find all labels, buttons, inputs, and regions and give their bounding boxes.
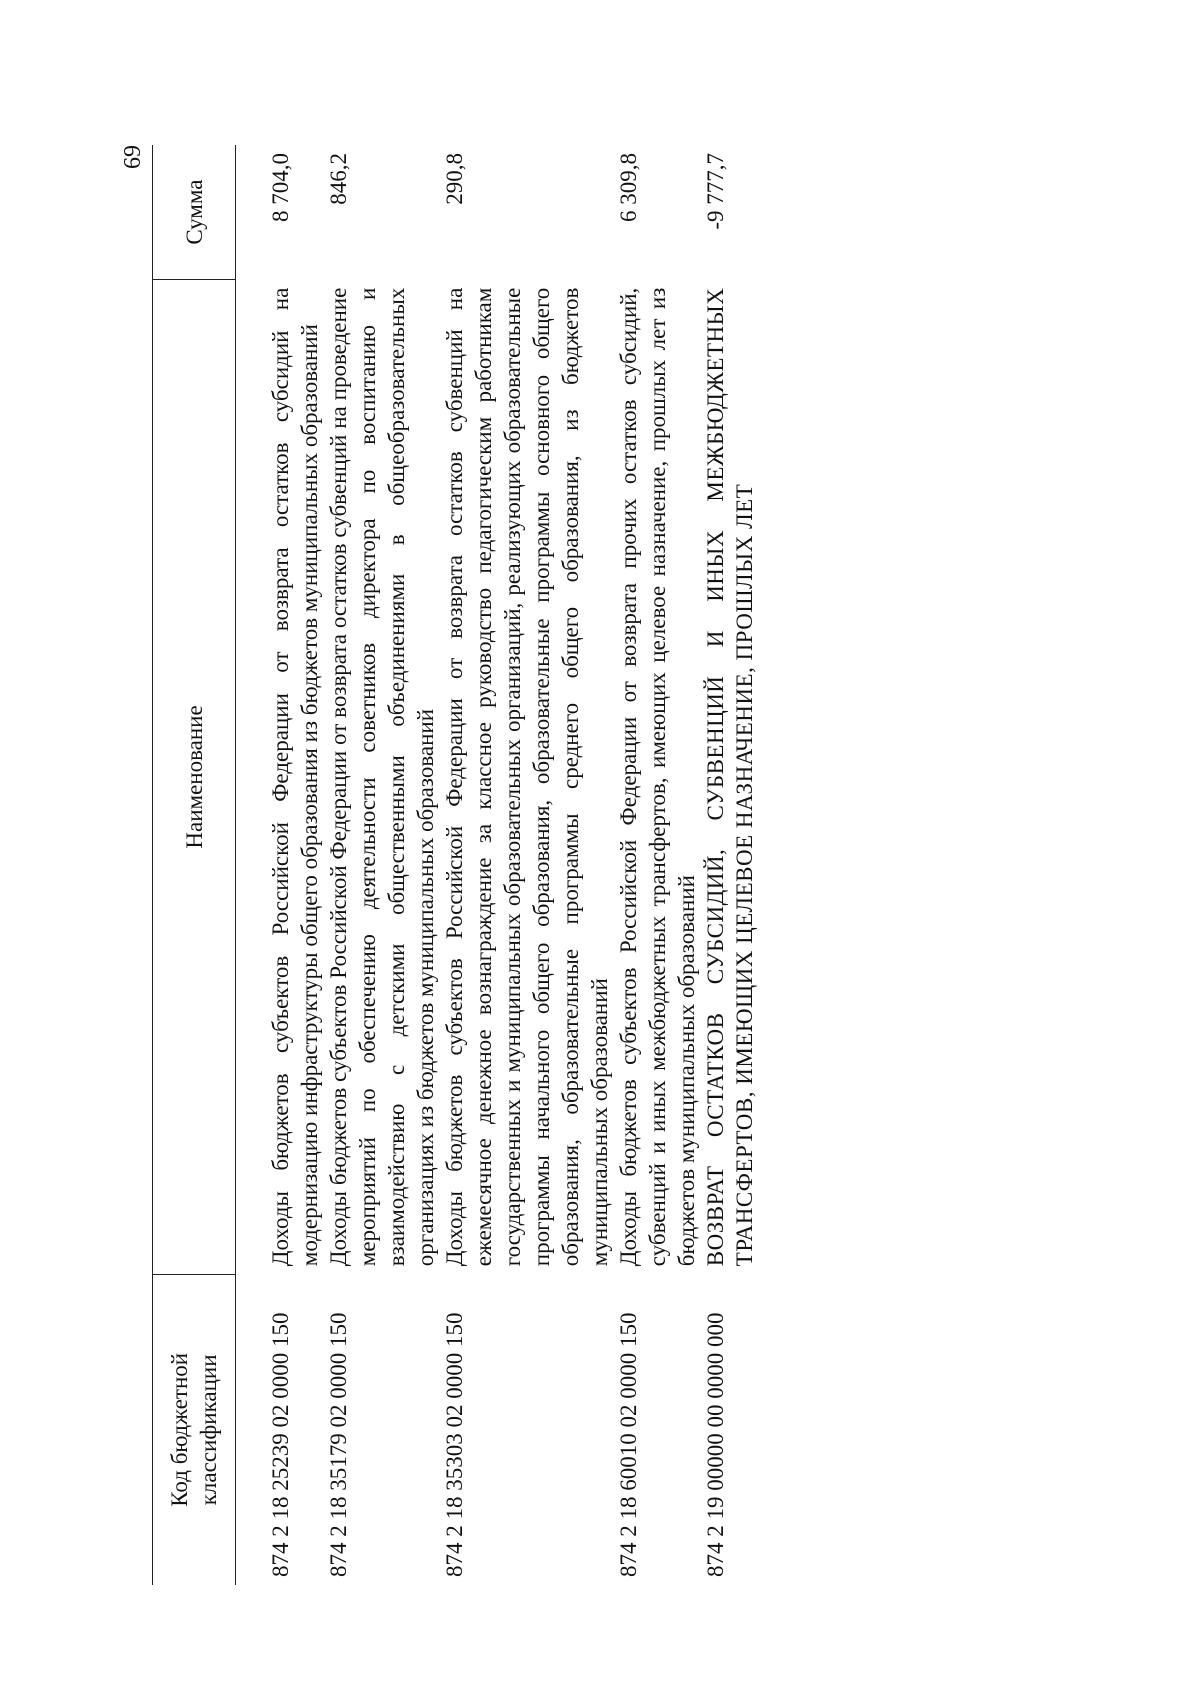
row-name: Доходы бюджетов субъектов Российской Федерации от возврата остатков субвенций на проведение мероприятий по обеспечению деятельности советников директора по воспитанию и взаимодействию с детскими общественными объединениями в общеобразовательных организациях из бюджетов муниципальных образований bbox=[326, 287, 438, 1267]
row-sum: 6 309,8 bbox=[616, 153, 641, 222]
row-name: Доходы бюджетов субъектов Российской Федерации от возврата остатков субвенций на ежемесячное денежное вознаграждение за классное руководство педагогическим работникам государственных и муниципальных образовательных организаций, реализующих образовательные программы начального общего образования, образовательные программы основного общего образования, образовательные программы среднего общего образования, из бюджетов муниципальных образований bbox=[442, 287, 612, 1267]
row-sum: -9 777,7 bbox=[703, 153, 728, 230]
rotated-page-content bbox=[120, 145, 990, 1585]
header-sum: Сумма bbox=[153, 145, 236, 280]
table-row bbox=[701, 145, 759, 1585]
table-row bbox=[324, 145, 440, 1585]
budget-classification-table bbox=[152, 145, 759, 1585]
row-code: 874 2 18 25239 02 0000 150 bbox=[268, 1312, 293, 1577]
row-name: Доходы бюджетов субъектов Российской Федерации от возврата прочих остатков субсидий, субвенций и иных межбюджетных трансфертов, имеющих целевое назначение, прошлых лет из бюджетов муниципальных образований bbox=[616, 287, 699, 1267]
row-sum: 290,8 bbox=[442, 153, 467, 205]
table-row bbox=[440, 145, 614, 1585]
row-name: ВОЗВРАТ ОСТАТКОВ СУБСИДИЙ, СУБВЕНЦИЙ И ИНЫХ МЕЖБЮДЖЕТНЫХ ТРАНСФЕРТОВ, ИМЕЮЩИХ ЦЕЛЕВОЕ НАЗНАЧЕНИЕ, ПРОШЛЫХ ЛЕТ bbox=[703, 287, 757, 1267]
table-row bbox=[614, 145, 701, 1585]
row-code: 874 2 19 00000 00 0000 000 bbox=[703, 1312, 728, 1577]
header-code: Код бюджетной классификации bbox=[153, 1274, 236, 1585]
header-name: Наименование bbox=[153, 280, 236, 1275]
row-code: 874 2 18 35303 02 0000 150 bbox=[442, 1312, 467, 1577]
page-number: 69 bbox=[120, 145, 146, 169]
table-row bbox=[236, 145, 325, 1585]
row-name: Доходы бюджетов субъектов Российской Федерации от возврата остатков субсидий на модернизацию инфраструктуры общего образования из бюджетов муниципальных образований bbox=[268, 287, 322, 1267]
table-header-row bbox=[153, 145, 236, 1585]
row-code: 874 2 18 60010 02 0000 150 bbox=[616, 1312, 641, 1577]
row-sum: 846,2 bbox=[326, 153, 351, 205]
row-code: 874 2 18 35179 02 0000 150 bbox=[326, 1312, 351, 1577]
row-sum: 8 704,0 bbox=[268, 153, 293, 222]
